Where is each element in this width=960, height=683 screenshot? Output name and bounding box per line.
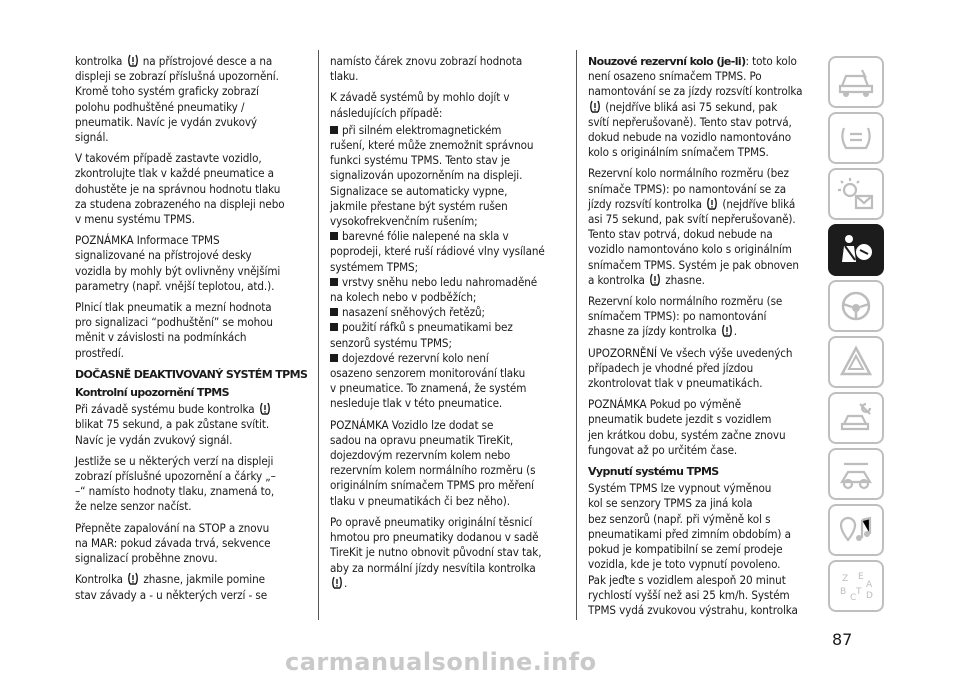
text-line: Pak jeďte s vozidlem alespoň 20 minut — [588, 572, 786, 587]
svg-text:T: T — [856, 587, 862, 597]
text-line: dojezdovým rezervním kolem nebo — [330, 448, 511, 463]
text-line: rezervním kolem normálního rozměru (s — [330, 463, 536, 478]
text: zhasne za jízdy kontrolka — [588, 324, 717, 339]
text: nasazení sněhových řetězů; — [342, 305, 485, 320]
text-line: Kromě toho systém graficky zobrazí — [75, 84, 259, 99]
paragraph — [75, 54, 307, 145]
text-line: rušení, které může znemožnit správnou — [330, 138, 534, 153]
paragraph — [588, 54, 820, 160]
text-line: fungovat až po určitém čase. — [588, 442, 738, 457]
text-column-3 — [588, 54, 820, 624]
text-line: na MAR: pokud závada trvá, sekvence — [75, 535, 271, 550]
tpms-warning-icon — [127, 572, 139, 585]
text-line: parametry (např. vnější teplotou, atd.). — [75, 278, 275, 293]
text: : toto kolo — [745, 54, 797, 68]
text-line: UPOZORNĚNÍ Ve všech výše uvedených — [588, 345, 793, 360]
bullet-square-icon — [330, 308, 338, 316]
text-line: tlaku. — [330, 69, 359, 84]
text: kontrolka — [75, 54, 123, 68]
bullet-square-icon — [330, 126, 338, 134]
chapter-tabs-sidebar — [828, 56, 884, 616]
technical-data-icon — [836, 456, 876, 492]
text-line: Jestliže se u některých verzí na displeji — [75, 453, 274, 468]
paragraph — [75, 402, 307, 448]
text-line: stav závady a - u některých verzí - se — [75, 587, 268, 602]
text: a kontrolka — [588, 272, 645, 287]
bullet-square-icon — [330, 354, 338, 362]
bullet-square-icon — [330, 232, 338, 240]
svg-text:Z: Z — [842, 574, 849, 584]
column-divider — [318, 50, 319, 620]
text-line: zkontrolovat tlak v pneumatikách. — [588, 376, 763, 391]
heading-text: Vypnutí systému TPMS — [588, 465, 719, 479]
text-line: dokud nebude na vozidlo namontováno — [588, 130, 791, 145]
text-line: zkontrolujte tlak v každé pneumatice a — [75, 166, 274, 181]
text-line: v pneumatice. To znamená, že systém — [330, 381, 527, 396]
text-line: vozidlo namontováno kolo s originálním — [588, 242, 792, 257]
text-line: –“ namísto hodnoty tlaku, znamená to, — [75, 484, 275, 499]
paragraph — [75, 572, 307, 602]
text: zhasne. — [665, 272, 705, 287]
text-line: vozidla, kde je toto vypnutí povoleno. — [588, 557, 781, 572]
text-line: dohustěte je na správnou hodnotu tlaku — [75, 181, 281, 196]
text: při silném elektromagnetickém — [342, 122, 502, 137]
tab-index[interactable] — [828, 560, 884, 612]
svg-text:A: A — [866, 580, 873, 590]
bullet-square-icon — [330, 278, 338, 286]
text-line: na kolech nebo v podběžích; — [330, 290, 477, 305]
text-column-2 — [330, 54, 568, 597]
heading-text: DOČASNĚ DEAKTIVOVANÝ SYSTÉM TPMS — [75, 367, 308, 381]
steering-wheel-icon — [836, 288, 876, 324]
paragraph — [75, 151, 307, 227]
tab-safety[interactable] — [828, 224, 884, 276]
text-column-1 — [75, 54, 307, 609]
text-line: měnit v závislosti na podmínkách — [75, 330, 247, 345]
tpms-warning-icon — [649, 273, 661, 286]
tpms-warning-icon — [127, 54, 139, 67]
text-line: systémem TPMS; — [330, 259, 418, 274]
text-line: Rezervní kolo normálního rozměru (bez — [588, 166, 789, 181]
text-line: sadou na opravu pneumatik TireKit, — [330, 432, 514, 447]
text-line: Navíc je vydán zvukový signál. — [75, 432, 233, 447]
text-line: K závadě systémů by mohlo dojít v — [330, 90, 510, 105]
text-line: není osazeno snímačem TPMS. Po — [588, 69, 762, 84]
tab-maintenance[interactable] — [828, 392, 884, 444]
list-item — [330, 351, 568, 412]
text-line: Signalizace se automaticky vypne, — [330, 183, 508, 198]
text-line: snímačem TPMS. Systém je pak obnoven — [588, 257, 799, 272]
tab-technical-data[interactable] — [828, 448, 884, 500]
text-line: originálním snímačem TPMS pro měření — [330, 478, 534, 493]
text-line: jakmile přestane být systém rušen — [330, 198, 508, 213]
tab-warning-lights[interactable] — [828, 112, 884, 164]
text-line: Plnicí tlak pneumatik a mezní hodnota — [75, 300, 272, 315]
text-line: funkci systému TPMS. Tento stav je — [330, 153, 510, 168]
paragraph — [588, 294, 820, 340]
text-line: aby za normální jízdy nesvítila kontrolka — [330, 560, 536, 575]
alphabetical-index-icon — [836, 568, 876, 604]
text-line: namontování se za jízdy rozsvítí kontrolka — [588, 84, 803, 99]
wrench-car-icon — [836, 400, 876, 436]
svg-text:E: E — [858, 572, 864, 582]
multimedia-location-music-icon — [836, 512, 876, 548]
text-line: Systém TPMS lze vypnout výměnou — [588, 481, 772, 496]
text-line: zobrazí příslušné upozornění a čárky „– — [75, 469, 276, 484]
text-line: TPMS vydá zvukovou výstrahu, kontrolka — [588, 602, 798, 617]
text-line: TireKit je nutno obnovit původní stav tak, — [330, 545, 542, 560]
text-line: v menu systému TPMS. — [75, 212, 195, 227]
svg-text:D: D — [866, 591, 873, 601]
paragraph — [330, 515, 568, 591]
bullet-square-icon — [330, 323, 338, 331]
paragraph — [330, 54, 568, 84]
text: (nejdříve bliká asi 75 sekund, pak — [605, 99, 778, 114]
tpms-warning-icon — [706, 197, 718, 210]
text-line: asi 75 sekund, pak svítí nepřerušovaně). — [588, 212, 796, 227]
text: jízdy rozsvítí kontrolka — [588, 196, 702, 211]
inline-heading: Nouzové rezervní kolo (je-li) — [588, 55, 746, 68]
text-line: prostředí. — [75, 345, 124, 360]
svg-text:C: C — [850, 593, 857, 603]
text-line: Po opravě pneumatiky originální těsnicí — [330, 514, 533, 529]
text: použití ráfků s pneumatikami bez — [342, 320, 513, 335]
tab-driving[interactable] — [828, 280, 884, 332]
text-line: poprodeji, které ruší rádiové vlny vysílané — [330, 244, 545, 259]
text-line: senzorů systému TPMS; — [330, 335, 452, 350]
column-divider — [576, 50, 577, 620]
subsection-heading — [588, 464, 820, 479]
heading-text: Kontrolní upozornění TPMS — [75, 386, 229, 400]
bullet-list — [330, 123, 568, 412]
text-line: signál. — [75, 130, 109, 145]
text-line: nesleduje tlak v této pneumatice. — [330, 396, 503, 411]
text: barevné fólie nalepené na skla v — [342, 229, 509, 244]
paragraph — [75, 300, 307, 361]
emergency-triangle-tools-icon — [836, 344, 876, 380]
text: . — [733, 324, 737, 339]
warning-light-icon — [836, 120, 876, 156]
text-line: bez senzorů (např. při výměně kol s — [588, 511, 771, 526]
text-line: vysokofrekvenčním rušením; — [330, 214, 478, 229]
text: Kontrolka — [75, 572, 123, 587]
text-line: V takovém případě zastavte vozidlo, — [75, 151, 262, 166]
text: (nejdříve bliká — [722, 196, 796, 211]
lights-messages-icon — [836, 176, 876, 212]
text-line: kol se senzory TPMS za jiná kola — [588, 496, 753, 511]
paragraph — [75, 454, 307, 515]
text-line: signalizované na přístrojové desky — [75, 248, 252, 263]
text-line: POZNÁMKA Pokud po výměně — [588, 397, 742, 412]
text-line: pneumatik budete jezdit s vozidlem — [588, 412, 772, 427]
tab-emergency[interactable] — [828, 336, 884, 388]
text-line: svítí nepřerušovaně). Tento stav potrvá, — [588, 114, 792, 129]
text-line: signalizován upozorněním na displeji. — [330, 168, 523, 183]
warning-paragraph — [588, 346, 820, 392]
tab-lights-messages[interactable] — [828, 168, 884, 220]
text-line: případech je vhodné před jízdou — [588, 360, 754, 375]
text-line: pokud je kompatibilní se zemí prodeje — [588, 542, 783, 557]
text-line: pneumatik. Navíc je vydán zvukový — [75, 114, 257, 129]
text-line: tlaku v pneumatikách či bez něho). — [330, 493, 510, 508]
text-line: snímače TPMS): po namontování se za — [588, 181, 786, 196]
text-line: pro signalizaci “podhuštění” se mohou — [75, 315, 273, 330]
tpms-warning-icon — [331, 576, 343, 589]
text-line: polohu podhuštěné pneumatiky / — [75, 99, 245, 114]
text-line: kolo s originálním snímačem TPMS. — [588, 145, 769, 160]
note-paragraph — [75, 233, 307, 294]
text-line: pneumatikami před zimním obdobím) a — [588, 526, 791, 541]
subsection-heading — [75, 385, 307, 400]
list-item — [330, 320, 568, 350]
paragraph — [75, 521, 307, 567]
tpms-warning-icon — [589, 100, 601, 113]
tab-multimedia[interactable] — [828, 504, 884, 556]
text-line: za studena zobrazeného na displeji nebo — [75, 196, 285, 211]
text-line: Přepněte zapalování na STOP a znovu — [75, 520, 270, 535]
text: zhasne, jakmile pomine — [143, 572, 265, 587]
text-line: že nelze senzor načíst. — [75, 499, 192, 514]
text: na přístrojové desce a na — [142, 54, 273, 68]
text: Při závadě systému bude kontrolka — [75, 402, 255, 417]
text-line: následujících případě: — [330, 105, 443, 120]
text-line: jen krátkou dobu, systém začne znovu — [588, 427, 786, 442]
list-item — [330, 275, 568, 305]
text: . — [344, 575, 348, 590]
text-line: hmotou pro pneumatiky dodanou v sadě — [330, 530, 539, 545]
safety-seatbelt-airbag-icon — [836, 232, 876, 268]
list-item — [330, 229, 568, 275]
paragraph — [588, 481, 820, 618]
text-line: namísto čárek znovu zobrazí hodnota — [330, 54, 523, 68]
car-dashboard-icon — [836, 64, 876, 100]
text: dojezdové rezervní kolo není — [342, 350, 489, 365]
watermark: carmanualsonline.info — [285, 648, 597, 676]
tpms-warning-icon — [259, 402, 271, 415]
text-line: POZNÁMKA Informace TPMS — [75, 233, 220, 248]
svg-text:B: B — [840, 587, 847, 597]
paragraph — [330, 90, 568, 120]
text-line: Tento stav potrvá, dokud nebude na — [588, 227, 773, 242]
paragraph — [588, 166, 820, 288]
list-item — [330, 305, 568, 320]
text-line: signalizací proběhne znovu. — [75, 551, 218, 566]
note-paragraph — [330, 418, 568, 509]
text-line: displeji se zobrazí příslušná upozornění. — [75, 69, 279, 84]
text-line: blikat 75 sekund, a pak zůstane svítit. — [75, 417, 270, 432]
tab-car-dashboard[interactable] — [828, 56, 884, 108]
tpms-warning-icon — [721, 324, 733, 337]
text-line: osazeno senzorem monitorování tlaku — [330, 366, 526, 381]
text: vrstvy sněhu nebo ledu nahromaděné — [342, 274, 538, 289]
text-line: vozidla by mohly být ovlivněny vnějšími — [75, 263, 281, 278]
text-line: Rezervní kolo normálního rozměru (se — [588, 294, 783, 309]
text-line: snímačem TPMS): po namontování — [588, 309, 767, 324]
text-line: POZNÁMKA Vozidlo lze dodat se — [330, 417, 494, 432]
page-number: 87 — [832, 630, 853, 649]
section-heading — [75, 367, 307, 382]
list-item — [330, 123, 568, 229]
text-line: rychlostí vyšší než asi 25 km/h. Systém — [588, 587, 790, 602]
note-paragraph — [588, 397, 820, 458]
